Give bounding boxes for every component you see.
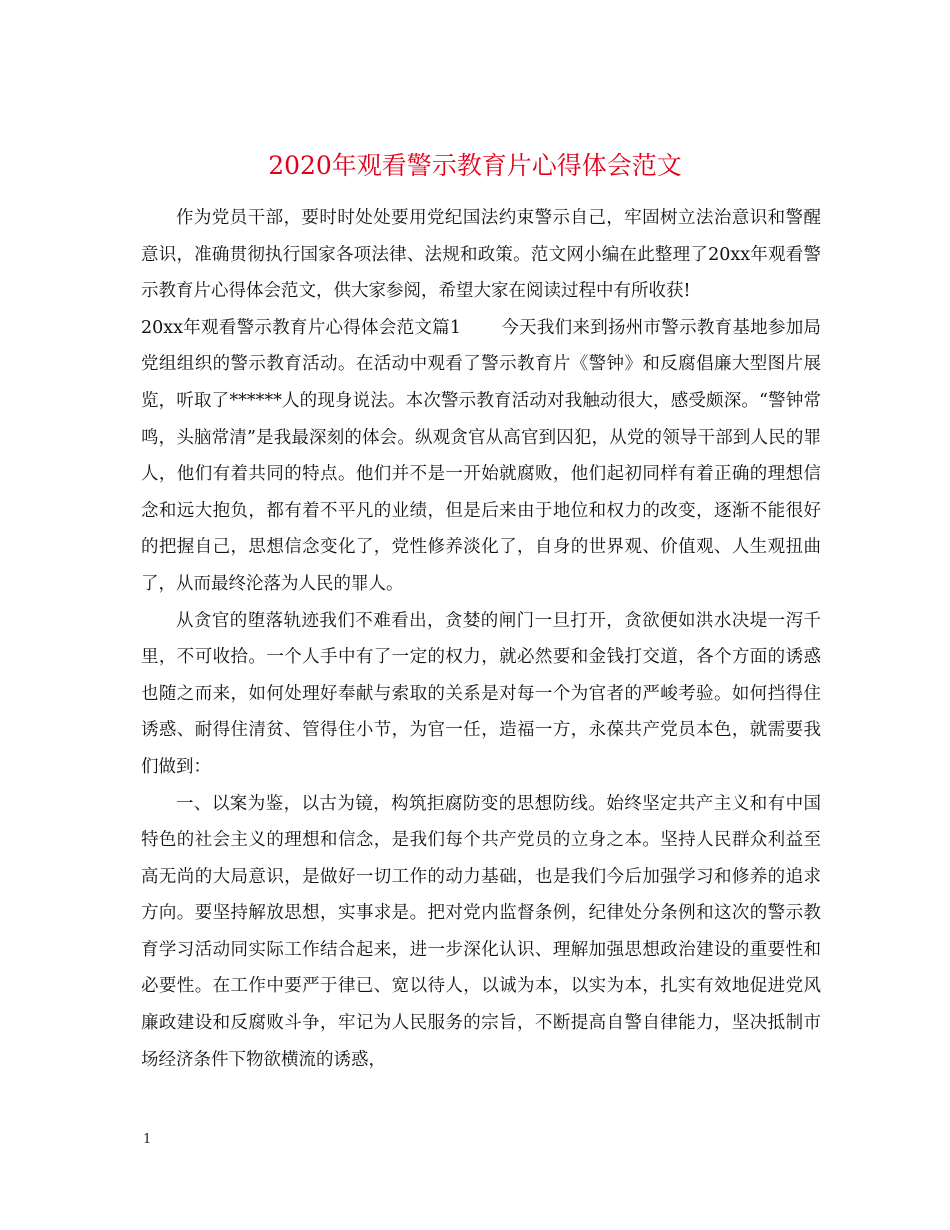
section-lead-text: 今天我们来到扬州市警示教育基地参加局党组组织的警示教育活动。在活动中观看了警示教育片《警钟》和反腐倡廉大型图片展览，听取了******人的现身说法。本次警示教育活动对我触动很大，感受颇深。“警钟常鸣，头脑常清”是我最深刻的体会。纵观贪官从高官到囚犯，从党的领导干部到人民的罪人，他们有着共同的特点。他们并不是一开始就腐败，他们起初同样有着正确的理想信念和远大抱负，都有着不平凡的业绩，但是后来由于地位和权力的改变，逐渐不能很好的把握自己，思想信念变化了，党性修养淡化了，自身的世界观、价值观、人生观扭曲了，从而最终沦落为人民的罪人。 (141, 317, 822, 594)
paragraph-2: 从贪官的堕落轨迹我们不难看出，贪婪的闸门一旦打开，贪欲便如洪水决堤一泻千里，不可收拾。一个人手中有了一定的权力，就必然要和金钱打交道，各个方面的诱惑也随之而来，如何处理好奉献与索取的关系是对每一个为官者的严峻考验。如何挡得住诱惑、耐得住清贫、管得住小节，为官一任，造福一方，永葆共产党员本色，就需要我们做到： (141, 610, 821, 777)
document-title: 2020年观看警示教育片心得体会范文 (268, 150, 682, 180)
section-paragraph (141, 310, 821, 603)
section-heading: 20xx年观看警示教育片心得体会范文篇1 (141, 317, 462, 338)
page-number: 1 (143, 1132, 152, 1147)
paragraph-3: 一、以案为鉴，以古为镜，构筑拒腐防变的思想防线。始终坚定共产主义和有中国特色的社会主义的理想和信念，是我们每个共产党员的立身之本。坚持人民群众利益至高无尚的大局意识，是做好一切工作的动力基础，也是我们今后加强学习和修养的追求方向。要坚持解放思想，实事求是。把对党内监督条例，纪律处分条例和这次的警示教育学习活动同实际工作结合起来，进一步深化认识、理解加强思想政治建设的重要性和必要性。在工作中要严于律已、宽以待人，以诚为本，以实为本，扎实有效地促进党风廉政建设和反腐败斗争，牢记为人民服务的宗旨，不断提高自警自律能力，坚决抵制市场经济条件下物欲横流的诱惑， (141, 793, 821, 1070)
intro-paragraph: 作为党员干部，要时时处处要用党纪国法约束警示自己，牢固树立法治意识和警醒意识，准确贯彻执行国家各项法律、法规和政策。范文网小编在此整理了20xx年观看警示教育片心得体会范文，供大家参阅，希望大家在阅读过程中有所收获! (141, 208, 821, 302)
document-body (141, 200, 821, 1078)
